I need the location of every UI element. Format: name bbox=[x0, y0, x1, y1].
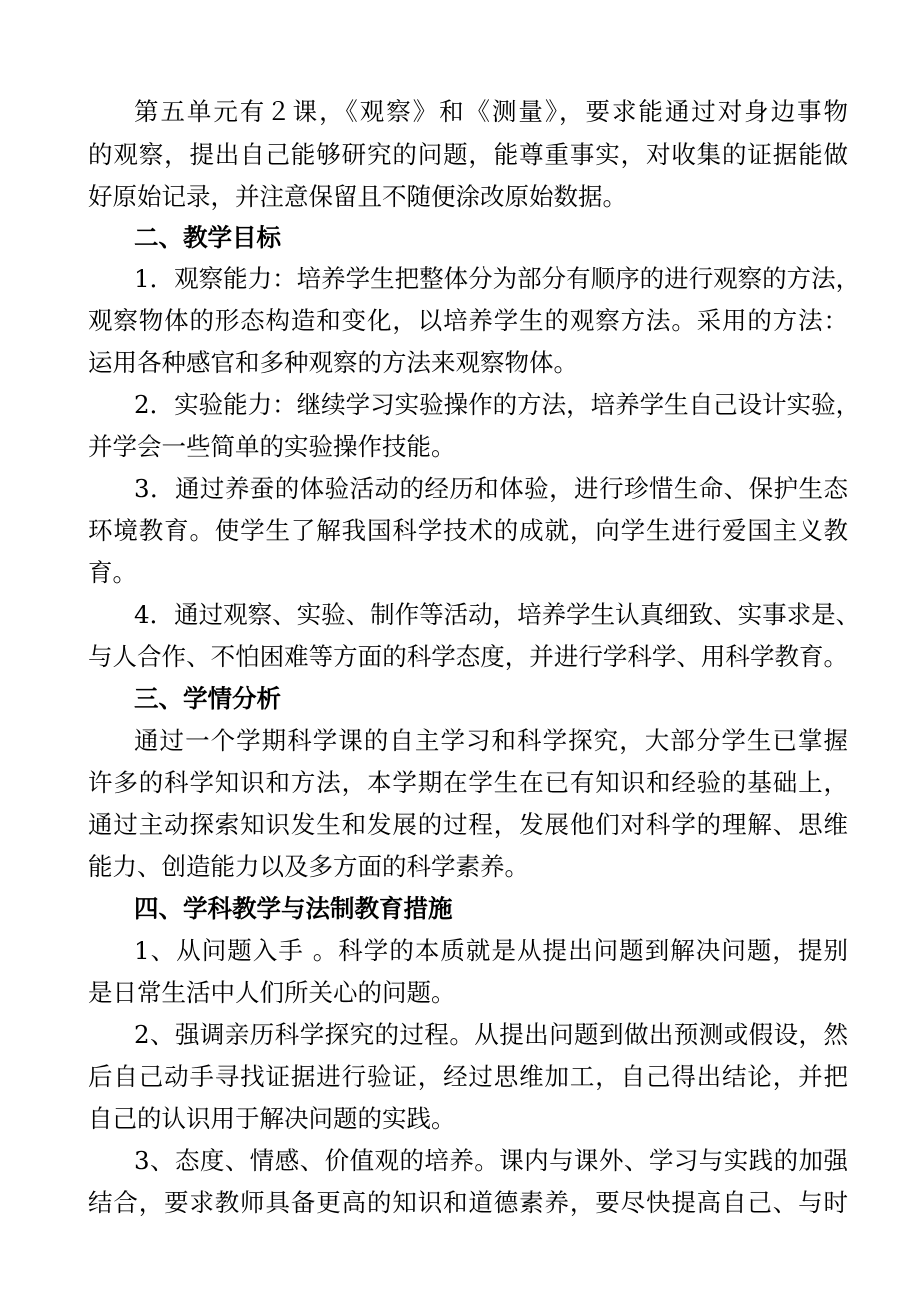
heading-teaching-goals: 二、教学目标 bbox=[134, 223, 281, 252]
goal-3-line-1: 3．通过养蚕的体验活动的经历和体验，进行珍惜生命、保护生态 bbox=[134, 474, 848, 503]
measure-3-line-1: 3、态度、情感、价值观的培养。课内与课外、学习与实践的加强 bbox=[134, 1146, 848, 1175]
measure-3-line-2: 结合，要求教师具备更高的知识和道德素养，要尽快提高自己、与时 bbox=[88, 1188, 848, 1217]
goal-4-line-2: 与人合作、不怕困难等方面的科学态度，并进行学科学、用科学教育。 bbox=[88, 642, 848, 671]
unit5-paragraph-line-3: 好原始记录，并注意保留且不随便涂改原始数据。 bbox=[88, 182, 627, 211]
goal-1-line-3: 运用各种感官和多种观察的方法来观察物体。 bbox=[88, 348, 578, 377]
analysis-line-2: 许多的科学知识和方法，本学期在学生在已有知识和经验的基础上， bbox=[88, 768, 848, 797]
analysis-line-1: 通过一个学期科学课的自主学习和科学探究，大部分学生已掌握 bbox=[134, 726, 848, 755]
goal-3-line-3: 育。 bbox=[88, 558, 137, 587]
goal-3-line-2: 环境教育。使学生了解我国科学技术的成就，向学生进行爱国主义教 bbox=[88, 516, 848, 545]
measure-2-line-1: 2、强调亲历科学探究的过程。从提出问题到做出预测或假设，然 bbox=[134, 1020, 848, 1049]
analysis-line-3: 通过主动探索知识发生和发展的过程，发展他们对科学的理解、思维 bbox=[88, 810, 848, 839]
measure-1-line-2: 是日常生活中人们所关心的问题。 bbox=[88, 978, 456, 1007]
heading-student-analysis: 三、学情分析 bbox=[134, 684, 281, 713]
goal-4-line-1: 4．通过观察、实验、制作等活动，培养学生认真细致、实事求是、 bbox=[134, 600, 861, 629]
goal-2-line-1: 2．实验能力：继续学习实验操作的方法，培养学生自己设计实验， bbox=[134, 390, 861, 419]
unit5-paragraph-line-1: 第五单元有２课，《观察》和《测量》，要求能通过对身边事物 bbox=[134, 97, 848, 126]
heading-teaching-measures: 四、学科教学与法制教育措施 bbox=[134, 894, 453, 923]
goal-2-line-2: 并学会一些简单的实验操作技能。 bbox=[88, 432, 456, 461]
goal-1-line-2: 观察物体的形态构造和变化，以培养学生的观察方法。采用的方法： bbox=[88, 306, 848, 335]
analysis-line-4: 能力、创造能力以及多方面的科学素养。 bbox=[88, 852, 529, 881]
goal-1-line-1: 1．观察能力：培养学生把整体分为部分有顺序的进行观察的方法， bbox=[134, 264, 861, 293]
unit5-paragraph-line-2: 的观察，提出自己能够研究的问题，能尊重事实，对收集的证据能做 bbox=[88, 140, 848, 169]
measure-1-line-1: 1、从问题入手 。科学的本质就是从提出问题到解决问题，提别 bbox=[134, 936, 848, 965]
measure-2-line-3: 自己的认识用于解决问题的实践。 bbox=[88, 1104, 456, 1133]
measure-2-line-2: 后自己动手寻找证据进行验证，经过思维加工，自己得出结论，并把 bbox=[88, 1062, 848, 1091]
